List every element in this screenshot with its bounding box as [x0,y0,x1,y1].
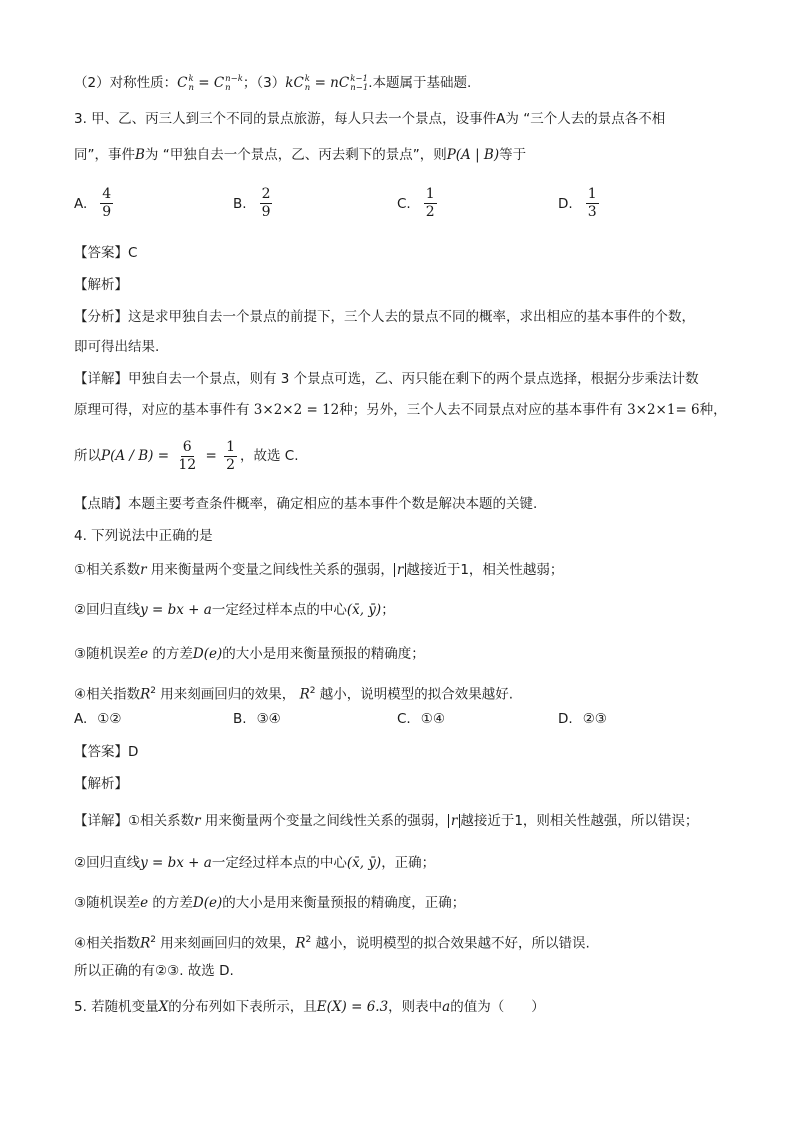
q4-detail-5: 所以正确的有②③. 故选 D. [74,963,234,979]
q3-option-d[interactable]: D. $\frac{1}{3}$ [558,186,597,220]
q5-stem: 5. 若随机变量X的分布列如下表所示，且E(X) = 6.3，则表中a的值为（ ） [74,999,545,1015]
comb-expr: C k n = C n−k n [177,73,243,93]
q4-option-c[interactable]: C. ①④ [397,711,445,727]
q4-detail-2: ②回归直线y = bx + a一定经过样本点的中心(x̄, ȳ)，正确； [74,855,436,871]
q3-analysis-heading: 【解析】 [74,277,128,293]
q3-xiangjie-3: 所以P(A / B) = $\frac{6}{12}$ = $\frac{1}{2}$ ，故选 C. [74,438,299,473]
q4-statement-1: ①相关系数r 用来衡量两个变量之间线性关系的强弱， r 越接近于1，相关性越弱； [74,562,564,578]
q4-detail-3: ③随机误差e 的方差D(e)的大小是用来衡量预报的精确度，正确； [74,895,466,911]
q4-option-b[interactable]: B. ③④ [233,711,281,727]
q4-statement-4: ④相关指数$R^2$ 用来刻画回归的效果， $R^2$ 越小，说明模型的拟合效果越好. [74,686,514,703]
comb-expr-2: kC k n = nC k−1 n−1 [285,73,369,93]
q3-answer: 【答案】C [74,245,138,261]
q4-option-d[interactable]: D. ②③ [558,711,607,727]
q3-xiangjie-2: 原理可得，对应的基本事件有 3×2×2 = 12种；另外，三个人去不同景点对应的基本事件有 3×2×1= 6种， [74,402,727,418]
q4-detail-1: 【详解】①相关系数r 用来衡量两个变量之间线性关系的强弱， r 越接近于1，则相关性越强，所以错误； [74,813,699,829]
q4-answer: 【答案】D [74,744,139,760]
q4-title: 4. 下列说法中正确的是 [74,528,213,544]
q3-fenxi-1: 【分析】这是求甲独自去一个景点的前提下，三个人去的景点不同的概率，求出相应的基本事件的个数， [74,309,695,325]
q3-xiangjie-1: 【详解】甲独自去一个景点，则有 3 个景点可选，乙、丙只能在剩下的两个景点选择，根据分步乘法计数 [74,371,699,387]
q3-option-b[interactable]: B. $\frac{2}{9}$ [233,186,271,220]
q3-dianjing: 【点睛】本题主要考查条件概率，确定相应的基本事件个数是解决本题的关键. [74,496,538,512]
q3-stem-line1: 3. 甲、乙、丙三人到三个不同的景点旅游，每人只去一个景点，设事件A为 “三个人去的景点各不相 [74,111,666,127]
q3-option-a[interactable]: A. $\frac{4}{9}$ [74,186,112,220]
q4-detail-4: ④相关指数$R^2$ 用来刻画回归的效果，$R^2$ 越小，说明模型的拟合效果越不好，所以错误. [74,935,590,952]
property-line: （2）对称性质：C k n = C n−k n ；（3）kC k n = nC k−1 n−1 .本题属于基础题. [74,73,472,93]
q4-option-a[interactable]: A. ①② [74,711,122,727]
q4-statement-2: ②回归直线y = bx + a一定经过样本点的中心(x̄, ȳ)； [74,602,395,618]
q3-fenxi-2: 即可得出结果. [74,339,160,355]
q3-option-c[interactable]: C. $\frac{1}{2}$ [397,186,435,220]
q3-stem-line2: 同”，事件B为 “甲独自去一个景点，乙、丙去剩下的景点”，则P(A | B)等于 [74,147,527,163]
q4-analysis-heading: 【解析】 [74,776,128,792]
q4-statement-3: ③随机误差e 的方差D(e)的大小是用来衡量预报的精确度； [74,646,425,662]
